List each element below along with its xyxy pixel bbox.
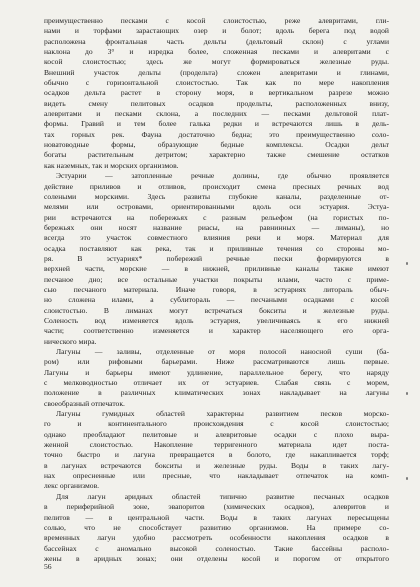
text-line: женной слоистостью. Накопление терригенного материала идет поста- bbox=[44, 440, 389, 450]
text-line: с мелководностью отличает их от эстуариев. Слабая связь с морем, bbox=[44, 378, 389, 388]
text-line: Лагуны гумидных областей характерны развитием песков морско- bbox=[56, 409, 389, 419]
text-line: однако преобладают пелитовые и алевритовые осадки с плохо выра- bbox=[44, 429, 389, 439]
text-line: бассейнах с аномально высокой соленостью. Такие бассейны располо- bbox=[44, 543, 389, 553]
text-line: сью песчаного материала. Иначе говоря, в эстуариях литораль обыч- bbox=[44, 284, 389, 294]
text-line: нами и торфами зарастающих озер и болот; вдоль берега под водой bbox=[44, 26, 389, 36]
text-line: слоистостью. В лиманах могут встречаться бокситы и железные руды. bbox=[44, 305, 389, 315]
text-line: как наземных, так и морских организмов. bbox=[44, 160, 179, 170]
text-line: новатоводные формы, образующие бедные комплексы. Осадки дельт bbox=[44, 140, 389, 150]
text-line: всегда это участок совместного влияния реки и моря. Материал для bbox=[44, 233, 389, 243]
text-line: ря. В эстуариях* побережий речные пески формируются в bbox=[44, 253, 389, 263]
text-line: пелитов — в центральной части. Воды в таких лагунах пересыщены bbox=[44, 512, 389, 522]
text-line: солеными морскими. Здесь развиты глубокие каналы, разделенные от- bbox=[44, 191, 389, 201]
text-line: нах опресненные или пресные, что накладывает отпечаток на комп- bbox=[44, 471, 389, 481]
text-line: тах горных рек. Фауна достаточно бедна; это преимущественно соло- bbox=[44, 129, 389, 139]
text-line: Лагуны — заливы, отделенные от моря полосой наносной суши (ба- bbox=[56, 347, 389, 356]
text-line: осадка поставляют как река, так и приливные течения со стороны мо- bbox=[44, 243, 389, 253]
text-line: видеть смену пелитовых осадков продельты, расположенных внизу, bbox=[44, 98, 389, 108]
text-line: временных лагун удобно рассмотреть особенности накопления осадков в bbox=[44, 533, 389, 543]
text-line: преимущественно песками с косой слоистостью, реже алевритами, гли- bbox=[44, 16, 389, 25]
margin-mark bbox=[406, 392, 408, 395]
text-line: нического мира. bbox=[44, 336, 97, 346]
text-line: осадков дельта растет в сторону моря, в вертикальном разрезе можно bbox=[44, 88, 389, 98]
text-line: своеобразный отпечаток. bbox=[44, 398, 125, 408]
margin-mark bbox=[406, 477, 408, 480]
text-line: верхней части, морские — в нижней, приливные каналы также имеют bbox=[44, 264, 389, 274]
text-line: обычно с горизонтальной слоистостью. Так как по мере накопления bbox=[44, 78, 389, 88]
text-line: рии встречаются на побережьях с разным рельефом (на гористых по- bbox=[44, 212, 389, 222]
text-line: но сложена илами, а сублитораль — песчаными осадками с косой bbox=[44, 295, 389, 305]
text-line: мелями или островами, ориентированными вдоль оси эстуария. Эстуа- bbox=[44, 202, 389, 212]
text-line: в периферийной зоне, эвапоритов (химических осадков), алевритов и bbox=[44, 502, 389, 512]
text-line: Лагуны и барьеры имеют удлинение, параллельное берегу, что наряду bbox=[44, 367, 389, 377]
text-line: го и континентального происхождения с косой слоистостью; bbox=[44, 419, 389, 429]
text-line: части; соответственно изменяется и характер населяющего его орга- bbox=[44, 326, 389, 336]
text-line: ром) или рифовыми барьерами. Ниже рассматриваются лишь первые. bbox=[44, 357, 389, 367]
text-line: песчаное дно; все остальные участки покрыты илами, часто с приме- bbox=[44, 274, 389, 284]
margin-mark bbox=[406, 262, 408, 265]
text-line: жены в аридных зонах; они отделены косой и порогом от открытого bbox=[44, 553, 389, 563]
text-line: формы. Гравий и тем более галька редки и встречаются лишь в дель- bbox=[44, 119, 389, 129]
text-line: Эстуарии — затопленные речные долины, где обычно проявляется bbox=[56, 171, 389, 181]
text-line: алевритами и песками склона, а последних — песками дельтовой плат- bbox=[44, 109, 389, 119]
text-line: точно быстро и лагуна превращается в болото, где накапливается торф; bbox=[44, 450, 389, 460]
text-line: положение в различных климатических зонах накладывает на лагуны bbox=[44, 388, 389, 398]
text-line: солью, что не способствует развитию организмов. На примере со- bbox=[44, 522, 389, 532]
text-line: Для лагун аридных областей типично развитие песчаных осадков bbox=[56, 491, 389, 501]
text-line: богаты растительным детритом; характерно также смешение остатков bbox=[44, 150, 389, 160]
text-line: косой слоистостью; здесь же могут формироваться железные руды. bbox=[44, 57, 389, 67]
body-text bbox=[44, 16, 389, 564]
page-number: 56 bbox=[44, 562, 52, 571]
text-line: Внешний участок дельты (продельта) сложен алевритами и глинами, bbox=[44, 67, 389, 77]
text-line: в лагунах встречаются бокситы и железные руды. Воды в таких лагу- bbox=[44, 460, 389, 470]
text-line: действие приливов и отливов, происходит смена пресных речных вод bbox=[44, 181, 389, 191]
text-line: наклона до 3° и изредка более, сложенная песками и алевритами с bbox=[44, 47, 389, 57]
text-line: бережьях они носят название риасы, на равнинных — лиманы), но bbox=[44, 222, 389, 232]
text-line: Соленость вод изменяется вдоль эстуария, увеличиваясь к его нижней bbox=[44, 315, 389, 325]
text-line: расположена фронтальная часть дельты (дельтовый склон) с углами bbox=[44, 36, 389, 46]
text-line: лекс организмов. bbox=[44, 481, 100, 491]
